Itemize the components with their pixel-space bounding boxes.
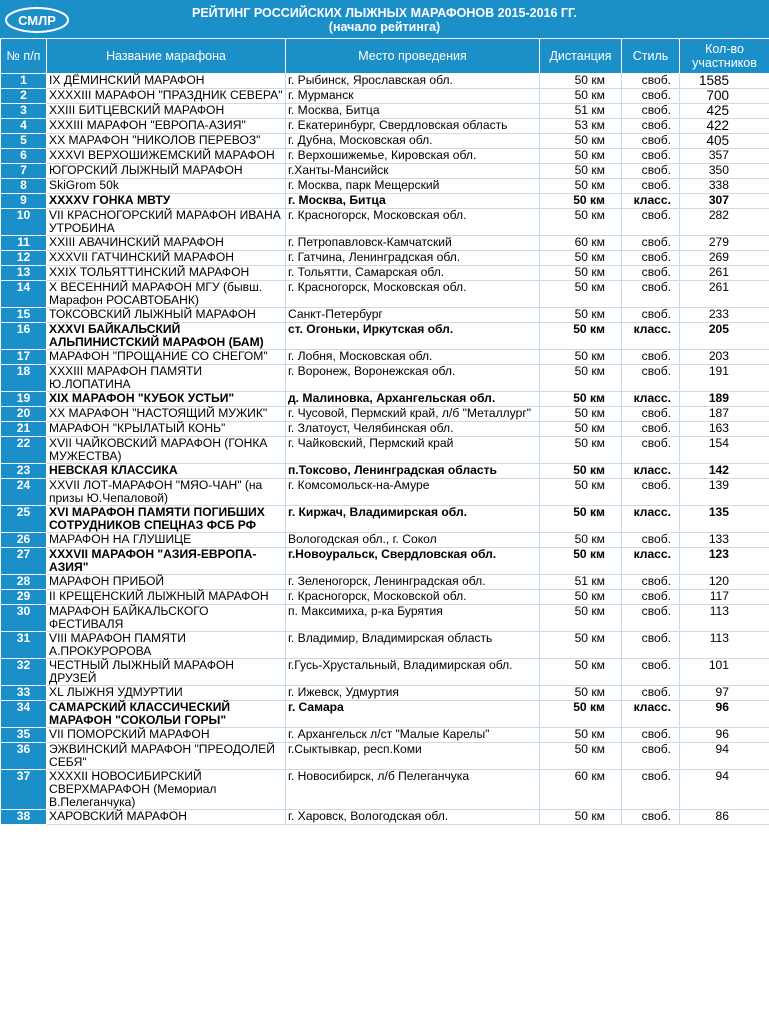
marathon-name: ЮГОРСКИЙ ЛЫЖНЫЙ МАРАФОН (47, 164, 286, 179)
marathon-distance: 50 км (540, 407, 622, 422)
participant-count: 117 (680, 590, 769, 605)
marathon-distance: 50 км (540, 251, 622, 266)
table-row (1, 209, 769, 236)
participant-count: 1585 (680, 74, 769, 89)
marathon-distance: 50 км (540, 89, 622, 104)
participant-count: 282 (680, 209, 769, 236)
marathon-distance: 50 км (540, 74, 622, 89)
table-row (1, 194, 769, 209)
marathon-style: своб. (622, 164, 680, 179)
marathon-place: г. Мурманск (286, 89, 540, 104)
table-row (1, 701, 769, 728)
row-number: 5 (1, 134, 47, 149)
table-row (1, 365, 769, 392)
participant-count: 205 (680, 323, 769, 350)
marathon-place: г. Харовск, Вологодская обл. (286, 810, 540, 825)
participant-count: 120 (680, 575, 769, 590)
marathon-style: своб. (622, 743, 680, 770)
row-number: 26 (1, 533, 47, 548)
marathon-distance: 50 км (540, 164, 622, 179)
row-number: 8 (1, 179, 47, 194)
marathon-place: г. Златоуст, Челябинская обл. (286, 422, 540, 437)
row-number: 6 (1, 149, 47, 164)
marathon-place: г.Ханты-Мансийск (286, 164, 540, 179)
row-number: 2 (1, 89, 47, 104)
table-row (1, 743, 769, 770)
row-number: 10 (1, 209, 47, 236)
col-participants-header: Кол-во участников (680, 39, 769, 74)
row-number: 20 (1, 407, 47, 422)
row-number: 3 (1, 104, 47, 119)
marathon-name: XIX МАРАФОН "КУБОК УСТЬИ" (47, 392, 286, 407)
table-row (1, 728, 769, 743)
table-row (1, 179, 769, 194)
marathon-place: г. Самара (286, 701, 540, 728)
marathon-style: своб. (622, 422, 680, 437)
participant-count: 279 (680, 236, 769, 251)
participant-count: 113 (680, 632, 769, 659)
marathon-distance: 51 км (540, 104, 622, 119)
row-number: 27 (1, 548, 47, 575)
marathon-name: XVII ЧАЙКОВСКИЙ МАРАФОН (ГОНКА МУЖЕСТВА) (47, 437, 286, 464)
marathon-distance: 53 км (540, 119, 622, 134)
marathon-place: г. Чайковский, Пермский край (286, 437, 540, 464)
participant-count: 139 (680, 479, 769, 506)
marathon-name: XXXXIII МАРАФОН "ПРАЗДНИК СЕВЕРА" (47, 89, 286, 104)
marathon-distance: 50 км (540, 533, 622, 548)
row-number: 7 (1, 164, 47, 179)
table-row (1, 164, 769, 179)
marathon-style: своб. (622, 533, 680, 548)
row-number: 32 (1, 659, 47, 686)
row-number: 17 (1, 350, 47, 365)
row-number: 38 (1, 810, 47, 825)
table-row (1, 119, 769, 134)
marathon-style: своб. (622, 266, 680, 281)
col-num-header: № п/п (1, 39, 47, 74)
row-number: 22 (1, 437, 47, 464)
participant-count: 94 (680, 743, 769, 770)
table-row (1, 686, 769, 701)
col-distance-header: Дистанция (540, 39, 622, 74)
table-row (1, 422, 769, 437)
marathon-name: XL ЛЫЖНЯ УДМУРТИИ (47, 686, 286, 701)
marathon-name: II КРЕЩЕНСКИЙ ЛЫЖНЫЙ МАРАФОН (47, 590, 286, 605)
marathon-place: г. Комсомольск-на-Амуре (286, 479, 540, 506)
table-row (1, 479, 769, 506)
participant-count: 187 (680, 407, 769, 422)
marathon-place: г. Москва, парк Мещерский (286, 179, 540, 194)
marathon-name: МАРАФОН "КРЫЛАТЫЙ КОНЬ" (47, 422, 286, 437)
row-number: 19 (1, 392, 47, 407)
marathon-style: своб. (622, 119, 680, 134)
table-row (1, 575, 769, 590)
marathon-distance: 50 км (540, 686, 622, 701)
marathon-style: своб. (622, 251, 680, 266)
marathon-style: своб. (622, 89, 680, 104)
marathon-name: XXIII АВАЧИНСКИЙ МАРАФОН (47, 236, 286, 251)
participant-count: 261 (680, 266, 769, 281)
table-row (1, 810, 769, 825)
marathon-name: IX ДЁМИНСКИЙ МАРАФОН (47, 74, 286, 89)
marathon-name: VIII МАРАФОН ПАМЯТИ А.ПРОКУРОРОВА (47, 632, 286, 659)
marathon-name: САМАРСКИЙ КЛАССИЧЕСКИЙ МАРАФОН "СОКОЛЬИ ГОРЫ" (47, 701, 286, 728)
marathon-name: XXIII БИТЦЕВСКИЙ МАРАФОН (47, 104, 286, 119)
row-number: 24 (1, 479, 47, 506)
marathon-name: XX МАРАФОН "НИКОЛОВ ПЕРЕВОЗ" (47, 134, 286, 149)
marathon-distance: 50 км (540, 464, 622, 479)
marathon-place: г. Архангельск л/ст "Малые Карелы" (286, 728, 540, 743)
logo-text: СМЛР (18, 13, 56, 28)
marathon-style: своб. (622, 365, 680, 392)
marathon-distance: 50 км (540, 506, 622, 533)
row-number: 13 (1, 266, 47, 281)
marathon-place: г. Гатчина, Ленинградская обл. (286, 251, 540, 266)
table-row (1, 632, 769, 659)
table-row (1, 548, 769, 575)
marathon-distance: 50 км (540, 728, 622, 743)
row-number: 34 (1, 701, 47, 728)
marathon-place: г. Киржач, Владимирская обл. (286, 506, 540, 533)
marathon-style: своб. (622, 632, 680, 659)
marathon-distance: 50 км (540, 422, 622, 437)
marathon-name: XXXVI ВЕРХОШИЖЕМСКИЙ МАРАФОН (47, 149, 286, 164)
participant-count: 338 (680, 179, 769, 194)
marathon-name: НЕВСКАЯ КЛАССИКА (47, 464, 286, 479)
participant-count: 123 (680, 548, 769, 575)
marathon-distance: 50 км (540, 743, 622, 770)
participant-count: 350 (680, 164, 769, 179)
marathon-place: ст. Огоньки, Иркутская обл. (286, 323, 540, 350)
marathon-place: п.Токсово, Ленинградская область (286, 464, 540, 479)
table-row (1, 659, 769, 686)
table-row (1, 323, 769, 350)
marathon-style: своб. (622, 810, 680, 825)
marathon-name: VII ПОМОРСКИЙ МАРАФОН (47, 728, 286, 743)
marathon-name: МАРАФОН БАЙКАЛЬСКОГО ФЕСТИВАЛЯ (47, 605, 286, 632)
marathon-place: г. Рыбинск, Ярославская обл. (286, 74, 540, 89)
table-row (1, 74, 769, 89)
marathon-style: класс. (622, 506, 680, 533)
marathon-distance: 50 км (540, 281, 622, 308)
marathon-distance: 50 км (540, 365, 622, 392)
marathon-distance: 50 км (540, 479, 622, 506)
marathon-distance: 50 км (540, 323, 622, 350)
marathon-style: класс. (622, 464, 680, 479)
table-row (1, 149, 769, 164)
participant-count: 191 (680, 365, 769, 392)
participant-count: 357 (680, 149, 769, 164)
marathon-name: ХАРОВСКИЙ МАРАФОН (47, 810, 286, 825)
marathon-name: XXXIII МАРАФОН ПАМЯТИ Ю.ЛОПАТИНА (47, 365, 286, 392)
row-number: 28 (1, 575, 47, 590)
marathon-style: своб. (622, 74, 680, 89)
marathon-name: XXXIII МАРАФОН "ЕВРОПА-АЗИЯ" (47, 119, 286, 134)
participant-count: 261 (680, 281, 769, 308)
marathon-name: XXXXV ГОНКА МВТУ (47, 194, 286, 209)
marathon-place: г. Верхошижемье, Кировская обл. (286, 149, 540, 164)
marathon-style: своб. (622, 479, 680, 506)
marathon-style: своб. (622, 179, 680, 194)
marathon-place: Санкт-Петербург (286, 308, 540, 323)
marathon-place: г. Красногорск, Московская обл. (286, 281, 540, 308)
marathon-style: своб. (622, 104, 680, 119)
marathon-style: класс. (622, 392, 680, 407)
participant-count: 133 (680, 533, 769, 548)
table-row (1, 533, 769, 548)
participant-count: 422 (680, 119, 769, 134)
marathon-distance: 50 км (540, 605, 622, 632)
marathon-style: своб. (622, 209, 680, 236)
marathon-distance: 50 км (540, 632, 622, 659)
marathon-name: XVI МАРАФОН ПАМЯТИ ПОГИБШИХ СОТРУДНИКОВ СПЕЦНАЗ ФСБ РФ (47, 506, 286, 533)
marathon-distance: 50 км (540, 392, 622, 407)
title-line-1: РЕЙТИНГ РОССИЙСКИХ ЛЫЖНЫХ МАРАФОНОВ 2015-2016 ГГ. (192, 6, 577, 20)
marathon-distance: 50 км (540, 179, 622, 194)
table-row (1, 605, 769, 632)
table-row (1, 392, 769, 407)
marathon-style: своб. (622, 149, 680, 164)
participant-count: 97 (680, 686, 769, 701)
table-row (1, 506, 769, 533)
row-number: 11 (1, 236, 47, 251)
participant-count: 135 (680, 506, 769, 533)
marathon-style: класс. (622, 194, 680, 209)
marathon-style: класс. (622, 701, 680, 728)
marathon-style: своб. (622, 236, 680, 251)
participant-count: 113 (680, 605, 769, 632)
marathon-style: своб. (622, 437, 680, 464)
marathon-name: МАРАФОН "ПРОЩАНИЕ СО СНЕГОМ" (47, 350, 286, 365)
marathon-distance: 50 км (540, 437, 622, 464)
row-number: 18 (1, 365, 47, 392)
marathon-distance: 60 км (540, 236, 622, 251)
marathon-distance: 60 км (540, 770, 622, 810)
marathon-place: г. Зеленогорск, Ленинградская обл. (286, 575, 540, 590)
marathon-style: своб. (622, 575, 680, 590)
table-row (1, 134, 769, 149)
row-number: 1 (1, 74, 47, 89)
row-number: 12 (1, 251, 47, 266)
marathon-style: своб. (622, 590, 680, 605)
marathon-name: МАРАФОН НА ГЛУШИЦЕ (47, 533, 286, 548)
marathon-place: г. Петропавловск-Камчатский (286, 236, 540, 251)
participant-count: 142 (680, 464, 769, 479)
marathon-distance: 50 км (540, 659, 622, 686)
marathon-distance: 50 км (540, 209, 622, 236)
marathon-name: ТОКСОВСКИЙ ЛЫЖНЫЙ МАРАФОН (47, 308, 286, 323)
marathon-name: XXXVII ГАТЧИНСКИЙ МАРАФОН (47, 251, 286, 266)
marathon-style: класс. (622, 548, 680, 575)
row-number: 31 (1, 632, 47, 659)
row-number: 4 (1, 119, 47, 134)
marathon-place: г. Новосибирск, л/б Пелеганчука (286, 770, 540, 810)
marathon-place: Вологодская обл., г. Сокол (286, 533, 540, 548)
table-row (1, 251, 769, 266)
marathon-place: г. Лобня, Московская обл. (286, 350, 540, 365)
marathon-distance: 50 км (540, 548, 622, 575)
marathon-style: своб. (622, 134, 680, 149)
marathon-place: г. Красногорск, Московская обл. (286, 209, 540, 236)
marathon-place: г. Тольятти, Самарская обл. (286, 266, 540, 281)
marathon-place: г. Красногорск, Московской обл. (286, 590, 540, 605)
row-number: 16 (1, 323, 47, 350)
marathon-style: своб. (622, 308, 680, 323)
marathon-style: своб. (622, 350, 680, 365)
marathon-distance: 50 км (540, 134, 622, 149)
participant-count: 96 (680, 701, 769, 728)
marathon-name: SkiGrom 50k (47, 179, 286, 194)
marathon-name: XX МАРАФОН "НАСТОЯЩИЙ МУЖИК" (47, 407, 286, 422)
table-row (1, 770, 769, 810)
row-number: 9 (1, 194, 47, 209)
participant-count: 269 (680, 251, 769, 266)
marathon-distance: 50 км (540, 590, 622, 605)
table-body (1, 74, 769, 825)
row-number: 15 (1, 308, 47, 323)
marathon-style: своб. (622, 605, 680, 632)
marathon-distance: 50 км (540, 194, 622, 209)
marathon-name: XXIX ТОЛЬЯТТИНСКИЙ МАРАФОН (47, 266, 286, 281)
participant-count: 101 (680, 659, 769, 686)
marathon-place: г.Новоуральск, Свердловская обл. (286, 548, 540, 575)
marathon-style: своб. (622, 770, 680, 810)
participant-count: 405 (680, 134, 769, 149)
marathon-place: г. Воронеж, Воронежская обл. (286, 365, 540, 392)
marathon-place: г. Владимир, Владимирская область (286, 632, 540, 659)
marathon-style: своб. (622, 659, 680, 686)
col-name-header: Название марафона (47, 39, 286, 74)
participant-count: 96 (680, 728, 769, 743)
table-row (1, 266, 769, 281)
marathon-style: своб. (622, 728, 680, 743)
participant-count: 154 (680, 437, 769, 464)
marathon-name: XXXVI БАЙКАЛЬСКИЙ АЛЬПИНИСТСКИЙ МАРАФОН (БАМ) (47, 323, 286, 350)
col-place-header: Место проведения (286, 39, 540, 74)
marathon-name: XXXXII НОВОСИБИРСКИЙ СВЕРХМАРАФОН (Мемориал В.Пелеганчука) (47, 770, 286, 810)
row-number: 37 (1, 770, 47, 810)
row-number: 14 (1, 281, 47, 308)
marathon-place: г. Дубна, Московская обл. (286, 134, 540, 149)
participant-count: 94 (680, 770, 769, 810)
row-number: 23 (1, 464, 47, 479)
marathon-style: своб. (622, 407, 680, 422)
row-number: 35 (1, 728, 47, 743)
marathon-place: г.Сыктывкар, респ.Коми (286, 743, 540, 770)
participant-count: 163 (680, 422, 769, 437)
table-row (1, 590, 769, 605)
marathon-style: своб. (622, 281, 680, 308)
participant-count: 700 (680, 89, 769, 104)
marathon-style: класс. (622, 323, 680, 350)
page-header (0, 0, 769, 38)
row-number: 21 (1, 422, 47, 437)
table-row (1, 89, 769, 104)
marathon-place: г. Москва, Битца (286, 104, 540, 119)
marathon-name: XXVII ЛОТ-МАРАФОН "МЯО-ЧАН" (на призы Ю.Чепаловой) (47, 479, 286, 506)
row-number: 30 (1, 605, 47, 632)
table-row (1, 407, 769, 422)
marathon-style: своб. (622, 686, 680, 701)
page-title (0, 6, 769, 34)
marathon-distance: 50 км (540, 701, 622, 728)
marathon-distance: 50 км (540, 810, 622, 825)
marathon-place: г. Чусовой, Пермский край, л/б "Металлург" (286, 407, 540, 422)
table-row (1, 464, 769, 479)
marathon-name: МАРАФОН ПРИБОЙ (47, 575, 286, 590)
marathon-name: ЭЖВИНСКИЙ МАРАФОН "ПРЕОДОЛЕЙ СЕБЯ" (47, 743, 286, 770)
table-header-row (1, 39, 769, 74)
participant-count: 203 (680, 350, 769, 365)
table-row (1, 308, 769, 323)
col-style-header: Стиль (622, 39, 680, 74)
title-line-2: (начало рейтинга) (328, 20, 441, 34)
row-number: 29 (1, 590, 47, 605)
table-row (1, 236, 769, 251)
participant-count: 425 (680, 104, 769, 119)
table-row (1, 350, 769, 365)
marathon-place: г. Екатеринбург, Свердловская область (286, 119, 540, 134)
marathon-place: г.Гусь-Хрустальный, Владимирская обл. (286, 659, 540, 686)
marathon-ranking-table (0, 38, 769, 825)
participant-count: 233 (680, 308, 769, 323)
marathon-distance: 50 км (540, 308, 622, 323)
marathon-name: VII КРАСНОГОРСКИЙ МАРАФОН ИВАНА УТРОБИНА (47, 209, 286, 236)
marathon-name: X ВЕСЕННИЙ МАРАФОН МГУ (бывш. Марафон РОСАВТОБАНК) (47, 281, 286, 308)
marathon-place: д. Малиновка, Архангельская обл. (286, 392, 540, 407)
row-number: 33 (1, 686, 47, 701)
table-row (1, 281, 769, 308)
marathon-name: ЧЕСТНЫЙ ЛЫЖНЫЙ МАРАФОН ДРУЗЕЙ (47, 659, 286, 686)
marathon-distance: 50 км (540, 149, 622, 164)
marathon-name: XXXVII МАРАФОН "АЗИЯ-ЕВРОПА-АЗИЯ" (47, 548, 286, 575)
marathon-place: п. Максимиха, р-ка Бурятия (286, 605, 540, 632)
table-row (1, 437, 769, 464)
table-row (1, 104, 769, 119)
participant-count: 86 (680, 810, 769, 825)
marathon-distance: 51 км (540, 575, 622, 590)
marathon-place: г. Ижевск, Удмуртия (286, 686, 540, 701)
marathon-place: г. Москва, Битца (286, 194, 540, 209)
participant-count: 307 (680, 194, 769, 209)
marathon-distance: 50 км (540, 350, 622, 365)
participant-count: 189 (680, 392, 769, 407)
row-number: 36 (1, 743, 47, 770)
row-number: 25 (1, 506, 47, 533)
marathon-distance: 50 км (540, 266, 622, 281)
